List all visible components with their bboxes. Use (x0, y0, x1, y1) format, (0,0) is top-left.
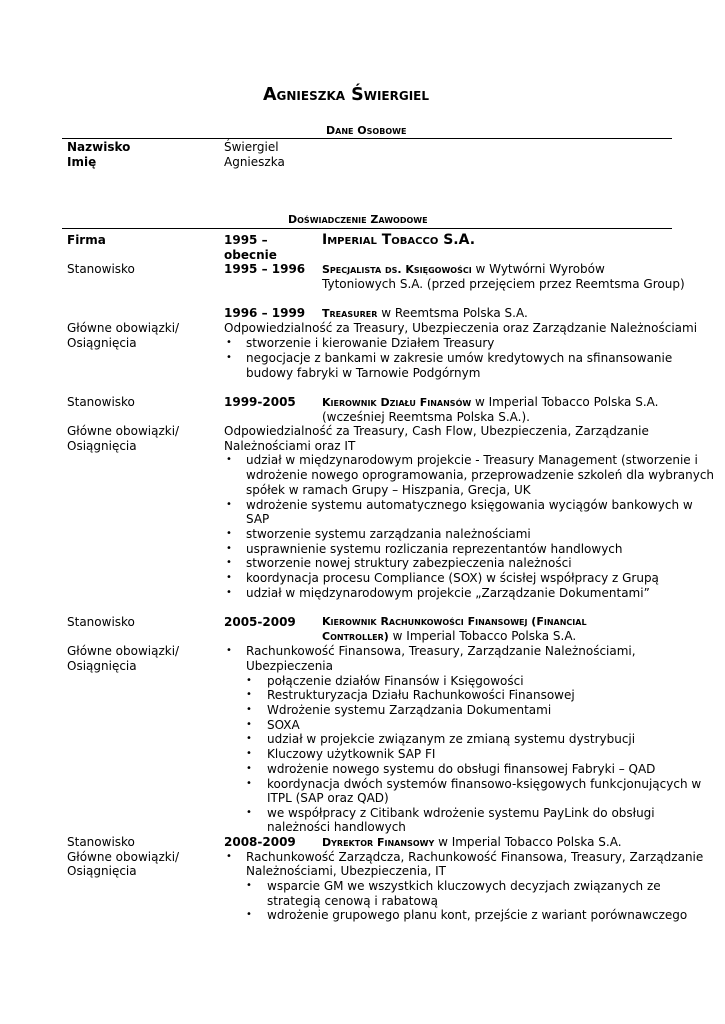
role-period: 2005-2009 (224, 615, 296, 629)
duty-subitem: koordynacja dwóch systemów finansowo-księgowych funkcjonujących w (267, 777, 702, 791)
duty-item: negocjacje z bankami w zakresie umów kredytowych na sfinansowanie (246, 351, 673, 365)
role-title-line (322, 395, 658, 411)
role-period: 1996 – 1999 (224, 306, 306, 320)
duty-subitem-cont: należności handlowych (267, 820, 406, 834)
position-label: Stanowisko (67, 262, 135, 276)
duty-subitem-cont: ITPL (SAP oraz QAD) (267, 791, 389, 805)
duty-item-cont: budowy fabryki w Tarnowie Podgórnym (246, 366, 481, 380)
surname-value: Świergiel (224, 140, 279, 154)
duty-item: wdrożenie systemu automatycznego księgowania wyciągów bankowych w (246, 498, 693, 512)
duty-subitem: wdrożenie nowego systemu do obsługi finansowej Fabryki – QAD (267, 762, 656, 776)
role-employer: w Wytwórni Wyrobów (471, 262, 605, 276)
firm-period-start: 1995 – (224, 233, 268, 247)
position-label: Stanowisko (67, 615, 135, 629)
duties-label: Główne obowiązki/ (67, 424, 180, 438)
role-title-line (322, 306, 528, 322)
bullet-icon: • (226, 543, 232, 554)
role-employer: w Imperial Tobacco Polska S.A. (434, 835, 622, 849)
divider-experience (62, 228, 672, 229)
role-intro-cont: Należnościami oraz IT (224, 439, 356, 453)
role-title: Dyrektor Finansowy (322, 836, 435, 849)
duty-item-cont: wdrożenie nowego oprogramowania, przeprowadzenie szkoleń dla wybranych (246, 468, 715, 482)
firm-name: Imperial Tobacco S.A. (322, 232, 476, 248)
role-period: 1999-2005 (224, 395, 296, 409)
duty-item: stworzenie nowej struktury zabezpieczenia należności (246, 556, 572, 570)
bullet-icon: • (226, 528, 232, 539)
duties-label: Główne obowiązki/ (67, 321, 180, 335)
bullet-icon: • (246, 704, 252, 715)
duty-subitem: SOXA (267, 718, 300, 732)
role-employer: w Imperial Tobacco Polska S.A. (471, 395, 659, 409)
bullet-icon: • (226, 572, 232, 583)
surname-label: Nazwisko (67, 140, 131, 154)
bullet-icon: • (246, 719, 252, 730)
bullet-icon: • (246, 675, 252, 686)
bullet-icon: • (246, 880, 252, 891)
duty-item: koordynacja procesu Compliance (SOX) w ścisłej współpracy z Grupą (246, 571, 659, 585)
duties-label: Główne obowiązki/ (67, 644, 180, 658)
role-title-line (322, 262, 605, 278)
role-employer: w Imperial Tobacco Polska S.A. (388, 629, 577, 643)
role-intro: Odpowiedzialność za Treasury, Cash Flow, Ubezpieczenia, Zarządzanie (224, 424, 649, 438)
experience-heading: Doświadczenie Zawodowe (288, 213, 428, 226)
duty-subitem: połączenie działów Finansów i Księgowości (267, 674, 524, 688)
duties-label: Główne obowiązki/ (67, 850, 180, 864)
bullet-icon: • (246, 807, 252, 818)
bullet-icon: • (246, 689, 252, 700)
bullet-icon: • (226, 499, 232, 510)
duty-item: stworzenie i kierowanie Działem Treasury (246, 336, 495, 350)
bullet-icon: • (226, 851, 232, 862)
duty-subitem: wsparcie GM we wszystkich kluczowych decyzjach związanych ze (267, 879, 661, 893)
role-title: Kierownik Rachunkowości Finansowej (Financial (322, 615, 587, 628)
position-label: Stanowisko (67, 395, 135, 409)
duty-item: Rachunkowość Finansowa, Treasury, Zarządzanie Należnościami, (246, 644, 636, 658)
bullet-icon: • (246, 778, 252, 789)
role-title-cont: Controller) (322, 630, 389, 643)
personal-heading: Dane Osobowe (326, 124, 407, 137)
firstname-value: Agnieszka (224, 155, 285, 169)
duty-item: stworzenie systemu zarządzania należnościami (246, 527, 531, 541)
duty-item: udział w międzynarodowym projekcie „Zarządzanie Dokumentami” (246, 586, 650, 600)
bullet-icon: • (246, 763, 252, 774)
role-title-line (322, 629, 576, 645)
duty-item-cont: SAP (246, 512, 270, 526)
bullet-icon: • (226, 557, 232, 568)
duty-subitem: udział w projekcie związanym ze zmianą systemu dystrybucji (267, 732, 636, 746)
duty-subitem: Wdrożenie systemu Zarządzania Dokumentami (267, 703, 552, 717)
duty-item-cont: Należnościami, Ubezpieczenia, IT (246, 864, 446, 878)
role-intro: Odpowiedzialność za Treasury, Ubezpieczenia oraz Zarządzanie Należnościami (224, 321, 698, 335)
duty-item-cont: spółek w ramach Grupy – Hiszpania, Grecja, UK (246, 483, 531, 497)
position-label: Stanowisko (67, 835, 135, 849)
duty-subitem: Kluczowy użytkownik SAP FI (267, 747, 436, 761)
duty-item: Rachunkowość Zarządcza, Rachunkowość Finansowa, Treasury, Zarządzanie (246, 850, 704, 864)
duties-label-cont: Osiągnięcia (67, 659, 137, 673)
bullet-icon: • (226, 645, 232, 656)
duties-label-cont: Osiągnięcia (67, 439, 137, 453)
role-employer-cont: Tytoniowych S.A. (przed przejęciem przez Reemtsma Group) (322, 277, 685, 291)
bullet-icon: • (226, 352, 232, 363)
duty-item: udział w międzynarodowym projekcie - Treasury Management (stworzenie i (246, 453, 698, 467)
duty-item-cont: Ubezpieczenia (246, 659, 333, 673)
firm-label: Firma (67, 233, 106, 247)
bullet-icon: • (226, 337, 232, 348)
bullet-icon: • (226, 454, 232, 465)
bullet-icon: • (226, 587, 232, 598)
duty-subitem: we współpracy z Citibank wdrożenie systemu PayLink do obsługi (267, 806, 655, 820)
role-employer: w Reemtsma Polska S.A. (377, 306, 528, 320)
role-employer-cont: (wcześniej Reemtsma Polska S.A.). (322, 410, 530, 424)
role-period: 1995 – 1996 (224, 262, 306, 276)
role-title: Specjalista ds. Księgowości (322, 263, 472, 276)
bullet-icon: • (246, 909, 252, 920)
bullet-icon: • (246, 733, 252, 744)
duties-label-cont: Osiągnięcia (67, 864, 137, 878)
role-title-line (322, 835, 622, 851)
duties-label-cont: Osiągnięcia (67, 336, 137, 350)
firm-period-end: obecnie (224, 248, 277, 262)
duty-subitem-cont: strategią cenową i rabatową (267, 894, 438, 908)
role-period: 2008-2009 (224, 835, 296, 849)
bullet-icon: • (246, 748, 252, 759)
duty-item: usprawnienie systemu rozliczania reprezentantów handlowych (246, 542, 623, 556)
role-title: Kierownik Działu Finansów (322, 396, 472, 409)
resume-name: Agnieszka Świergiel (263, 85, 430, 105)
firstname-label: Imię (67, 155, 97, 169)
role-title: Treasurer (322, 307, 378, 320)
duty-subitem: Restrukturyzacja Działu Rachunkowości Finansowej (267, 688, 575, 702)
duty-subitem: wdrożenie grupowego planu kont, przejście z wariant porównawczego (267, 908, 688, 922)
divider-personal (62, 138, 672, 139)
